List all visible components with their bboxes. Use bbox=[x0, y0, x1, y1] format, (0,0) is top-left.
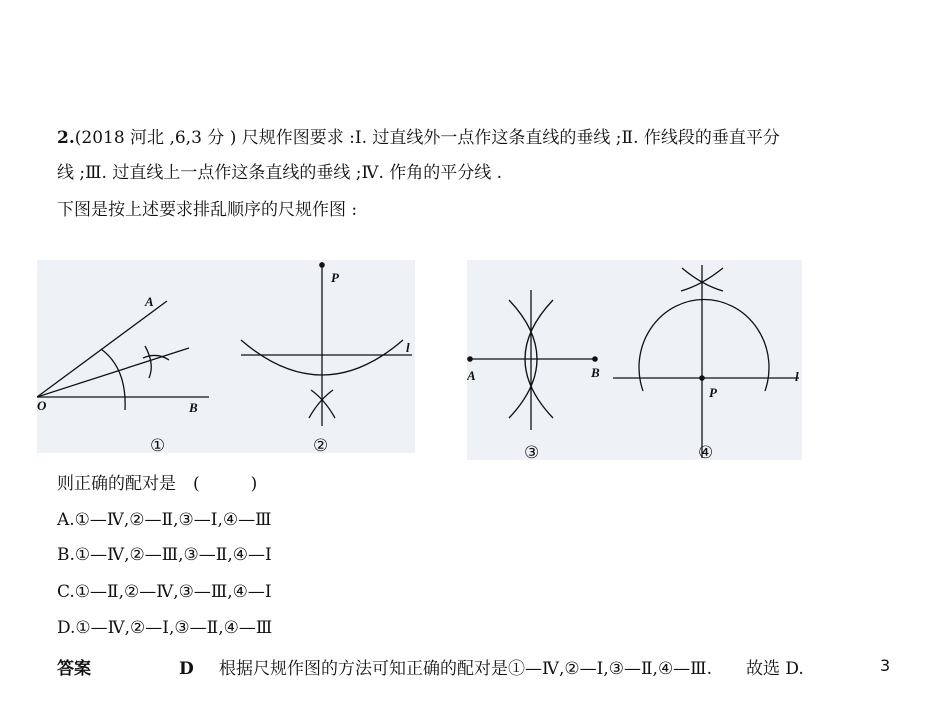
fig3-number: ③ bbox=[524, 443, 540, 463]
answer-label: 答案 bbox=[57, 659, 91, 679]
fig1-label-b: B bbox=[189, 400, 198, 415]
answer-choice: D bbox=[179, 659, 194, 679]
question-stem-1: (2018 河北 ,6,3 分 ) 尺规作图要求 :Ⅰ. 过直线外一点作这条直线的垂线 ;Ⅱ. 作线段的垂直平分 bbox=[74, 128, 780, 148]
question-line-3: 下图是按上述要求排乱顺序的尺规作图 : bbox=[57, 200, 358, 220]
fig1-bisector bbox=[37, 348, 189, 397]
fig2-label-l: l bbox=[406, 340, 410, 355]
figure-panel-right-svg bbox=[467, 260, 802, 460]
fig1-arc-main bbox=[101, 349, 125, 410]
fig3-point-a bbox=[467, 356, 473, 362]
figure-panel-left-svg bbox=[37, 260, 415, 453]
fig1-label-o: O bbox=[37, 398, 47, 413]
question-prompt: 则正确的配对是 ( ) bbox=[57, 474, 258, 494]
option-b[interactable]: B.①—Ⅳ,②—Ⅲ,③—Ⅱ,④—Ⅰ bbox=[57, 545, 272, 565]
fig2-arc-2 bbox=[309, 390, 333, 418]
page-number: 3 bbox=[880, 656, 891, 675]
fig1-label-a: A bbox=[145, 294, 154, 309]
fig4-number: ④ bbox=[698, 443, 714, 463]
fig2-number: ② bbox=[313, 436, 329, 456]
fig1-number: ① bbox=[150, 436, 166, 456]
fig2-arc-1 bbox=[311, 390, 335, 418]
fig4-label-p: P bbox=[709, 385, 717, 400]
fig2-label-p: P bbox=[331, 270, 339, 285]
fig3-label-b: B bbox=[591, 365, 600, 380]
answer-explanation: 根据尺规作图的方法可知正确的配对是①—Ⅳ,②—Ⅰ,③—Ⅱ,④—Ⅲ. 故选 D. bbox=[219, 659, 804, 679]
question-number: 2. bbox=[57, 128, 75, 148]
fig2-point-p bbox=[319, 262, 325, 268]
question-line-1 bbox=[57, 127, 780, 149]
fig3-point-b bbox=[592, 356, 598, 362]
question-line-2: 线 ;Ⅲ. 过直线上一点作这条直线的垂线 ;Ⅳ. 作角的平分线 . bbox=[57, 163, 503, 183]
fig4-point-p bbox=[699, 375, 705, 381]
fig3-label-a: A bbox=[467, 368, 476, 383]
option-a[interactable]: A.①—Ⅳ,②—Ⅱ,③—Ⅰ,④—Ⅲ bbox=[57, 510, 272, 530]
option-d[interactable]: D.①—Ⅳ,②—Ⅰ,③—Ⅱ,④—Ⅲ bbox=[57, 618, 273, 638]
option-c[interactable]: C.①—Ⅱ,②—Ⅳ,③—Ⅲ,④—Ⅰ bbox=[57, 582, 272, 602]
figure-panel-left bbox=[37, 260, 415, 453]
figure-panel-right bbox=[467, 260, 802, 460]
fig4-label-l: l bbox=[795, 369, 799, 384]
